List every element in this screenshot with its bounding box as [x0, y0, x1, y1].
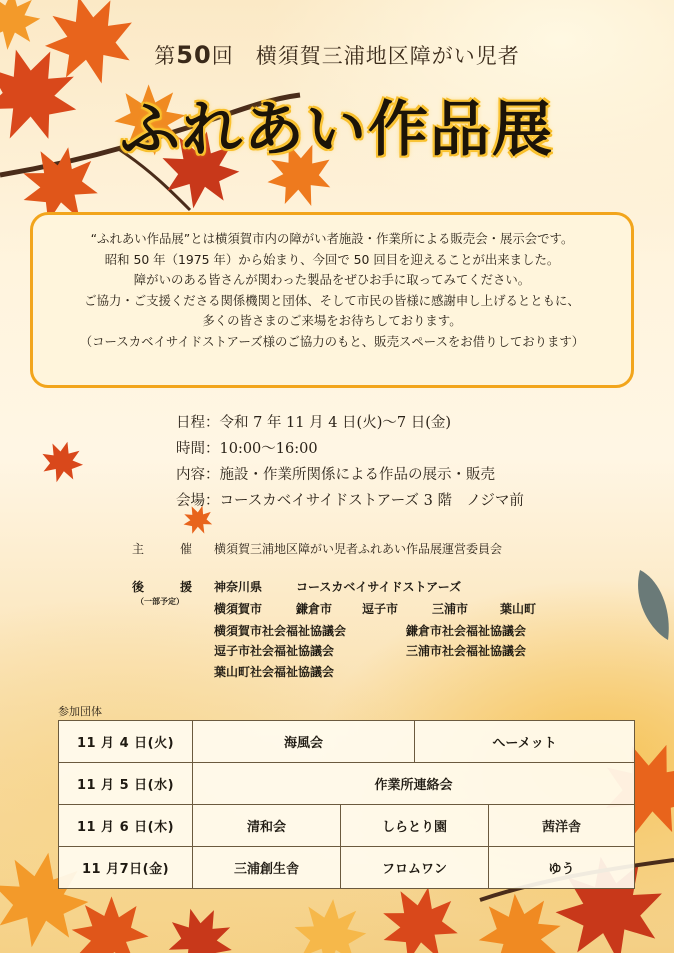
schedule-date: 11 月 5 日(水) [59, 763, 193, 805]
maple-leaf-icon [55, 880, 165, 953]
table-row [59, 763, 635, 805]
table-row [59, 805, 635, 847]
group-cell: へーメット [415, 721, 635, 763]
edition-number: 50 [176, 41, 212, 69]
schedule-date: 11 月 4 日(火) [59, 721, 193, 763]
intro-line: ご協力・ご支援くださる関係機関と団体、そして市民の皆様に感謝申し上げるとともに、 [84, 292, 580, 308]
supporter: 鎌倉市社会福祉協議会 [406, 624, 527, 638]
subtitle-suffix: 回 横須賀三浦地区障がい児者 [211, 44, 520, 68]
supporter: 逗子市 [362, 602, 399, 616]
event-content: 内容：施設・作業所関係による作品の展示・販売 [176, 467, 495, 483]
organizer-label: 主 催 [132, 542, 205, 556]
supporter: 三浦市社会福祉協議会 [406, 644, 527, 658]
event-date: 日程：令和 7 年 11 月 4 日(火)～7 日(金) [176, 415, 452, 431]
schedule-date: 11 月7日(金) [59, 847, 193, 889]
organizer-row [132, 540, 502, 557]
intro-line: “ふれあい作品展”とは横須賀市内の障がい者施設・作業所による販売会・展示会です。 [90, 231, 574, 246]
supporter: 三浦市 [432, 602, 469, 616]
supporter: 鎌倉市 [296, 602, 333, 616]
group-cell: 海風会 [193, 721, 415, 763]
leaf-icon [638, 570, 669, 640]
supporter: コースカベイサイドストアーズ [296, 580, 462, 594]
group-cell: しらとり園 [341, 805, 489, 847]
event-venue: 会場：コースカベイサイドストアーズ 3 階 ノジマ前 [176, 493, 524, 509]
event-subtitle [0, 40, 674, 70]
schedule-date: 11 月 6 日(木) [59, 805, 193, 847]
organizer-value: 横須賀三浦地区障がい児者ふれあい作品展運営委員会 [214, 542, 503, 556]
group-cell: 作業所連絡会 [193, 763, 635, 805]
intro-line: 昭和 50 年（1975 年）から始まり、今回で 50 回目を迎えることが出来ました。 [104, 251, 560, 267]
supporter: 横須賀市 [214, 602, 263, 616]
support-note: （一部予定） [136, 597, 184, 606]
group-cell: フロムワン [341, 847, 489, 889]
support-label: 後 援 [132, 580, 205, 594]
event-details [176, 410, 524, 514]
group-cell: ゆう [489, 847, 635, 889]
group-cell: 茜洋舎 [489, 805, 635, 847]
maple-leaf-icon [156, 896, 244, 953]
supporter: 逗子市社会福祉協議会 [214, 644, 335, 658]
intro-line: （コースカベイサイドストアーズ様のご協力のもと、販売スペースをお借りしております） [79, 333, 585, 349]
intro-line: 多くの皆さまのご来場をお待ちしております。 [202, 313, 462, 328]
supporter: 葉山町 [500, 602, 537, 616]
intro-line: 障がいのある皆さんが関わった製品をぜひお手に取ってみてください。 [133, 272, 531, 287]
group-cell: 清和会 [193, 805, 341, 847]
event-time: 時間：10:00～16:00 [176, 441, 318, 457]
supporter: 横須賀市社会福祉協議会 [214, 624, 347, 638]
participants-label: 参加団体 [58, 705, 102, 718]
table-row [59, 721, 635, 763]
subtitle-prefix: 第 [154, 44, 177, 68]
page-title: ふれあい作品展 [120, 95, 554, 165]
group-cell: 三浦創生舎 [193, 847, 341, 889]
intro-box [30, 212, 634, 388]
participants-table [58, 720, 635, 889]
supporter: 神奈川県 [214, 580, 263, 594]
supporter: 葉山町社会福祉協議会 [214, 665, 335, 679]
maple-leaf-icon [36, 436, 87, 487]
table-row [59, 847, 635, 889]
support-section [132, 578, 552, 688]
maple-leaf-icon [291, 896, 369, 953]
